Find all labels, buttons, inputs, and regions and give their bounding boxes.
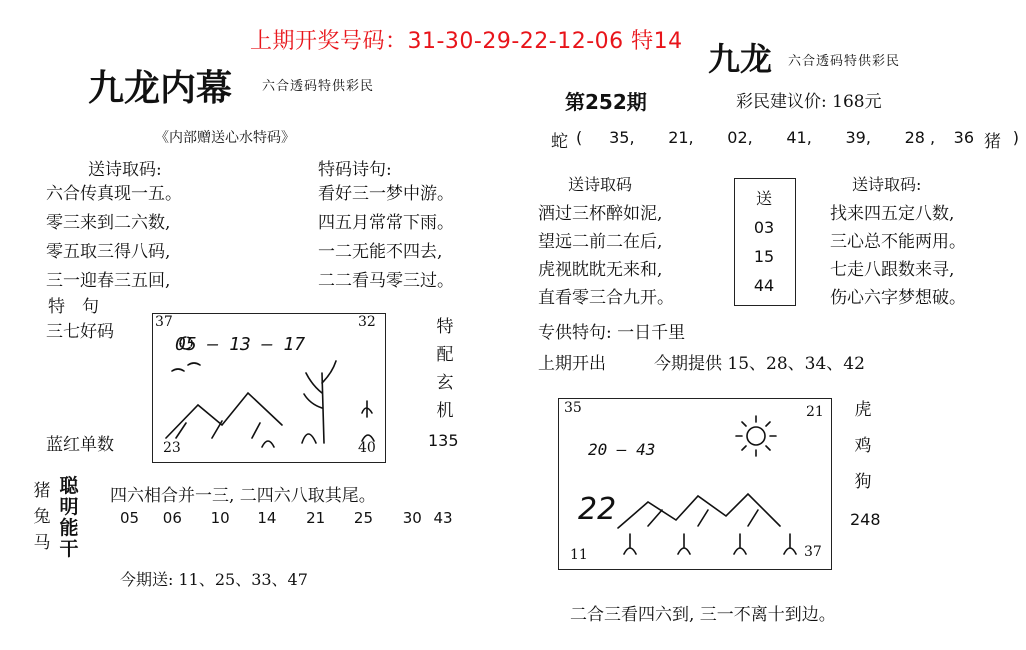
left-side-char: 特: [436, 317, 454, 337]
left-send-text: 今期送: 11、25、33、47: [120, 570, 308, 589]
right-side-animal: 鸡: [854, 436, 872, 456]
left-clever-char: 能: [59, 517, 79, 539]
right-snake-value: 41,: [786, 128, 812, 147]
left-number: 14: [257, 509, 277, 527]
right-poem-right-line: 伤心六字梦想破。: [830, 288, 966, 308]
left-number: 43: [433, 509, 453, 527]
left-number: 05: [120, 509, 140, 527]
left-numbers: [120, 509, 459, 527]
left-box-corner-bl: 23: [163, 440, 181, 456]
left-side-char: 机: [436, 401, 454, 421]
right-box-corner-tl: 35: [564, 400, 582, 416]
left-special-poem-line: 一二无能不四去,: [318, 242, 443, 262]
left-animal: 马: [33, 533, 51, 553]
right-poem-left-line: 虎视眈眈无来和,: [538, 260, 663, 280]
left-number: 25: [353, 509, 373, 527]
left-animals: [32, 478, 52, 556]
right-snake-value: 28 ,: [904, 128, 936, 147]
right-poem-left-line: 望远二前二在后,: [538, 232, 663, 252]
right-poem-right-line: 三心总不能两用。: [830, 232, 966, 252]
right-box-big-number: 22: [578, 492, 617, 527]
left-special-poem-line: 二二看马零三过。: [318, 271, 454, 291]
left-number: 10: [210, 509, 230, 527]
left-poem-line: 六合传真现一五。: [46, 184, 182, 204]
right-box-corner-br: 37: [804, 544, 822, 560]
right-send-box-content: [734, 184, 794, 300]
left-color-value: 135: [428, 431, 459, 450]
last-draw-header: 上期开奖号码：31-30-29-22-12-06 特14: [250, 29, 683, 54]
left-clever-char: 聪: [59, 475, 79, 497]
right-side-animals: [852, 392, 874, 500]
left-poem-line: 零三来到二六数,: [46, 213, 171, 233]
right-issue: 第252期: [565, 90, 647, 114]
left-number: 06: [162, 509, 182, 527]
right-snake-value: 35,: [609, 128, 635, 147]
right-snake-value: 39,: [845, 128, 871, 147]
left-clever-char: 明: [59, 496, 79, 518]
left-combine-text: 四六相合并一三, 二四六八取其尾。: [110, 486, 376, 506]
right-snake-values: [576, 128, 1026, 147]
right-sketch-drawing: [558, 398, 830, 568]
left-poem-line: 三一迎春三五回,: [46, 271, 171, 291]
right-subtitle: 六合透码特供彩民: [788, 54, 901, 69]
right-poem-right-line: 找来四五定八数,: [830, 204, 955, 224]
right-send-box-number: 15: [753, 247, 775, 266]
left-box-sketch-text: 05 — 13 — 17: [175, 334, 306, 355]
right-box-corner-tr: 21: [806, 404, 824, 420]
left-side-vertical: [434, 313, 456, 425]
left-special-poem-line: 看好三一梦中游。: [318, 184, 454, 204]
left-side-char: 玄: [436, 373, 454, 393]
right-snake-value: 02,: [727, 128, 753, 147]
left-number: 30: [402, 509, 422, 527]
left-color-label: 蓝红单数: [46, 435, 114, 455]
right-snake-value: 36: [953, 128, 975, 147]
right-last-open-label: 上期开出: [538, 354, 606, 374]
left-clever-char: 干: [59, 538, 79, 560]
right-box-sketch-text: 20 — 43: [588, 440, 656, 459]
left-poem-lines: [46, 180, 182, 296]
right-poem-left-line: 酒过三杯醉如泥,: [538, 204, 663, 224]
left-poem-label: 送诗取码:: [88, 160, 162, 180]
left-special-poem-lines: [318, 180, 454, 296]
right-poem-label-right: 送诗取码:: [852, 175, 922, 194]
right-price: 彩民建议价: 168元: [736, 92, 882, 112]
left-clever: [56, 476, 82, 560]
left-inner-title: 《内部赠送心水特码》: [155, 130, 295, 146]
right-snake-value: 21,: [668, 128, 694, 147]
right-snake-value: (: [576, 128, 583, 147]
right-snake-end: 猪: [984, 132, 1001, 152]
right-poem-left: [538, 200, 674, 312]
right-poem-right-line: 七走八跟数来寻,: [830, 260, 955, 280]
right-side-animal: 狗: [854, 472, 872, 492]
left-good-code-label: 三七好码: [46, 322, 114, 342]
left-title: 九龙内幕: [88, 67, 233, 109]
left-box-corner-tr: 32: [358, 314, 376, 330]
right-bottom-text: 二合三看四六到, 三一不离十到边。: [570, 605, 836, 625]
right-poem-right: [830, 200, 966, 312]
right-side-animal: 虎: [854, 400, 872, 420]
right-this-issue: 今期提供 15、28、34、42: [654, 354, 865, 374]
left-side-char: 配: [436, 345, 454, 365]
right-title: 九龙: [708, 40, 773, 78]
left-box-corner-br: 40: [358, 440, 376, 456]
right-side-number: 248: [850, 510, 881, 529]
right-send-box-number: 03: [753, 218, 775, 237]
left-special-poem-line: 四五月常常下雨。: [318, 213, 454, 233]
right-poem-left-line: 直看零三合九开。: [538, 288, 674, 308]
right-send-box-number: 44: [753, 276, 775, 295]
right-box-corner-bl: 11: [570, 547, 588, 563]
left-animal: 猪: [33, 481, 51, 501]
right-special-sentence: 专供特句: 一日千里: [538, 323, 686, 343]
left-number: 21: [306, 509, 326, 527]
left-box-corner-tl: 37: [155, 314, 173, 330]
left-animal: 兔: [33, 507, 51, 527]
right-snake-start: 蛇: [551, 132, 568, 152]
right-snake-value: ): [1012, 128, 1019, 147]
left-special-poem-label: 特码诗句:: [318, 160, 392, 180]
left-poem-line: 零五取三得八码,: [46, 242, 171, 262]
left-subtitle: 六合透码特供彩民: [262, 79, 375, 94]
left-sketch-drawing: [152, 313, 384, 461]
right-poem-label-left: 送诗取码: [568, 175, 633, 194]
left-special-sentence-label: 特 句: [48, 297, 99, 317]
right-send-box-label: 送: [755, 189, 772, 208]
